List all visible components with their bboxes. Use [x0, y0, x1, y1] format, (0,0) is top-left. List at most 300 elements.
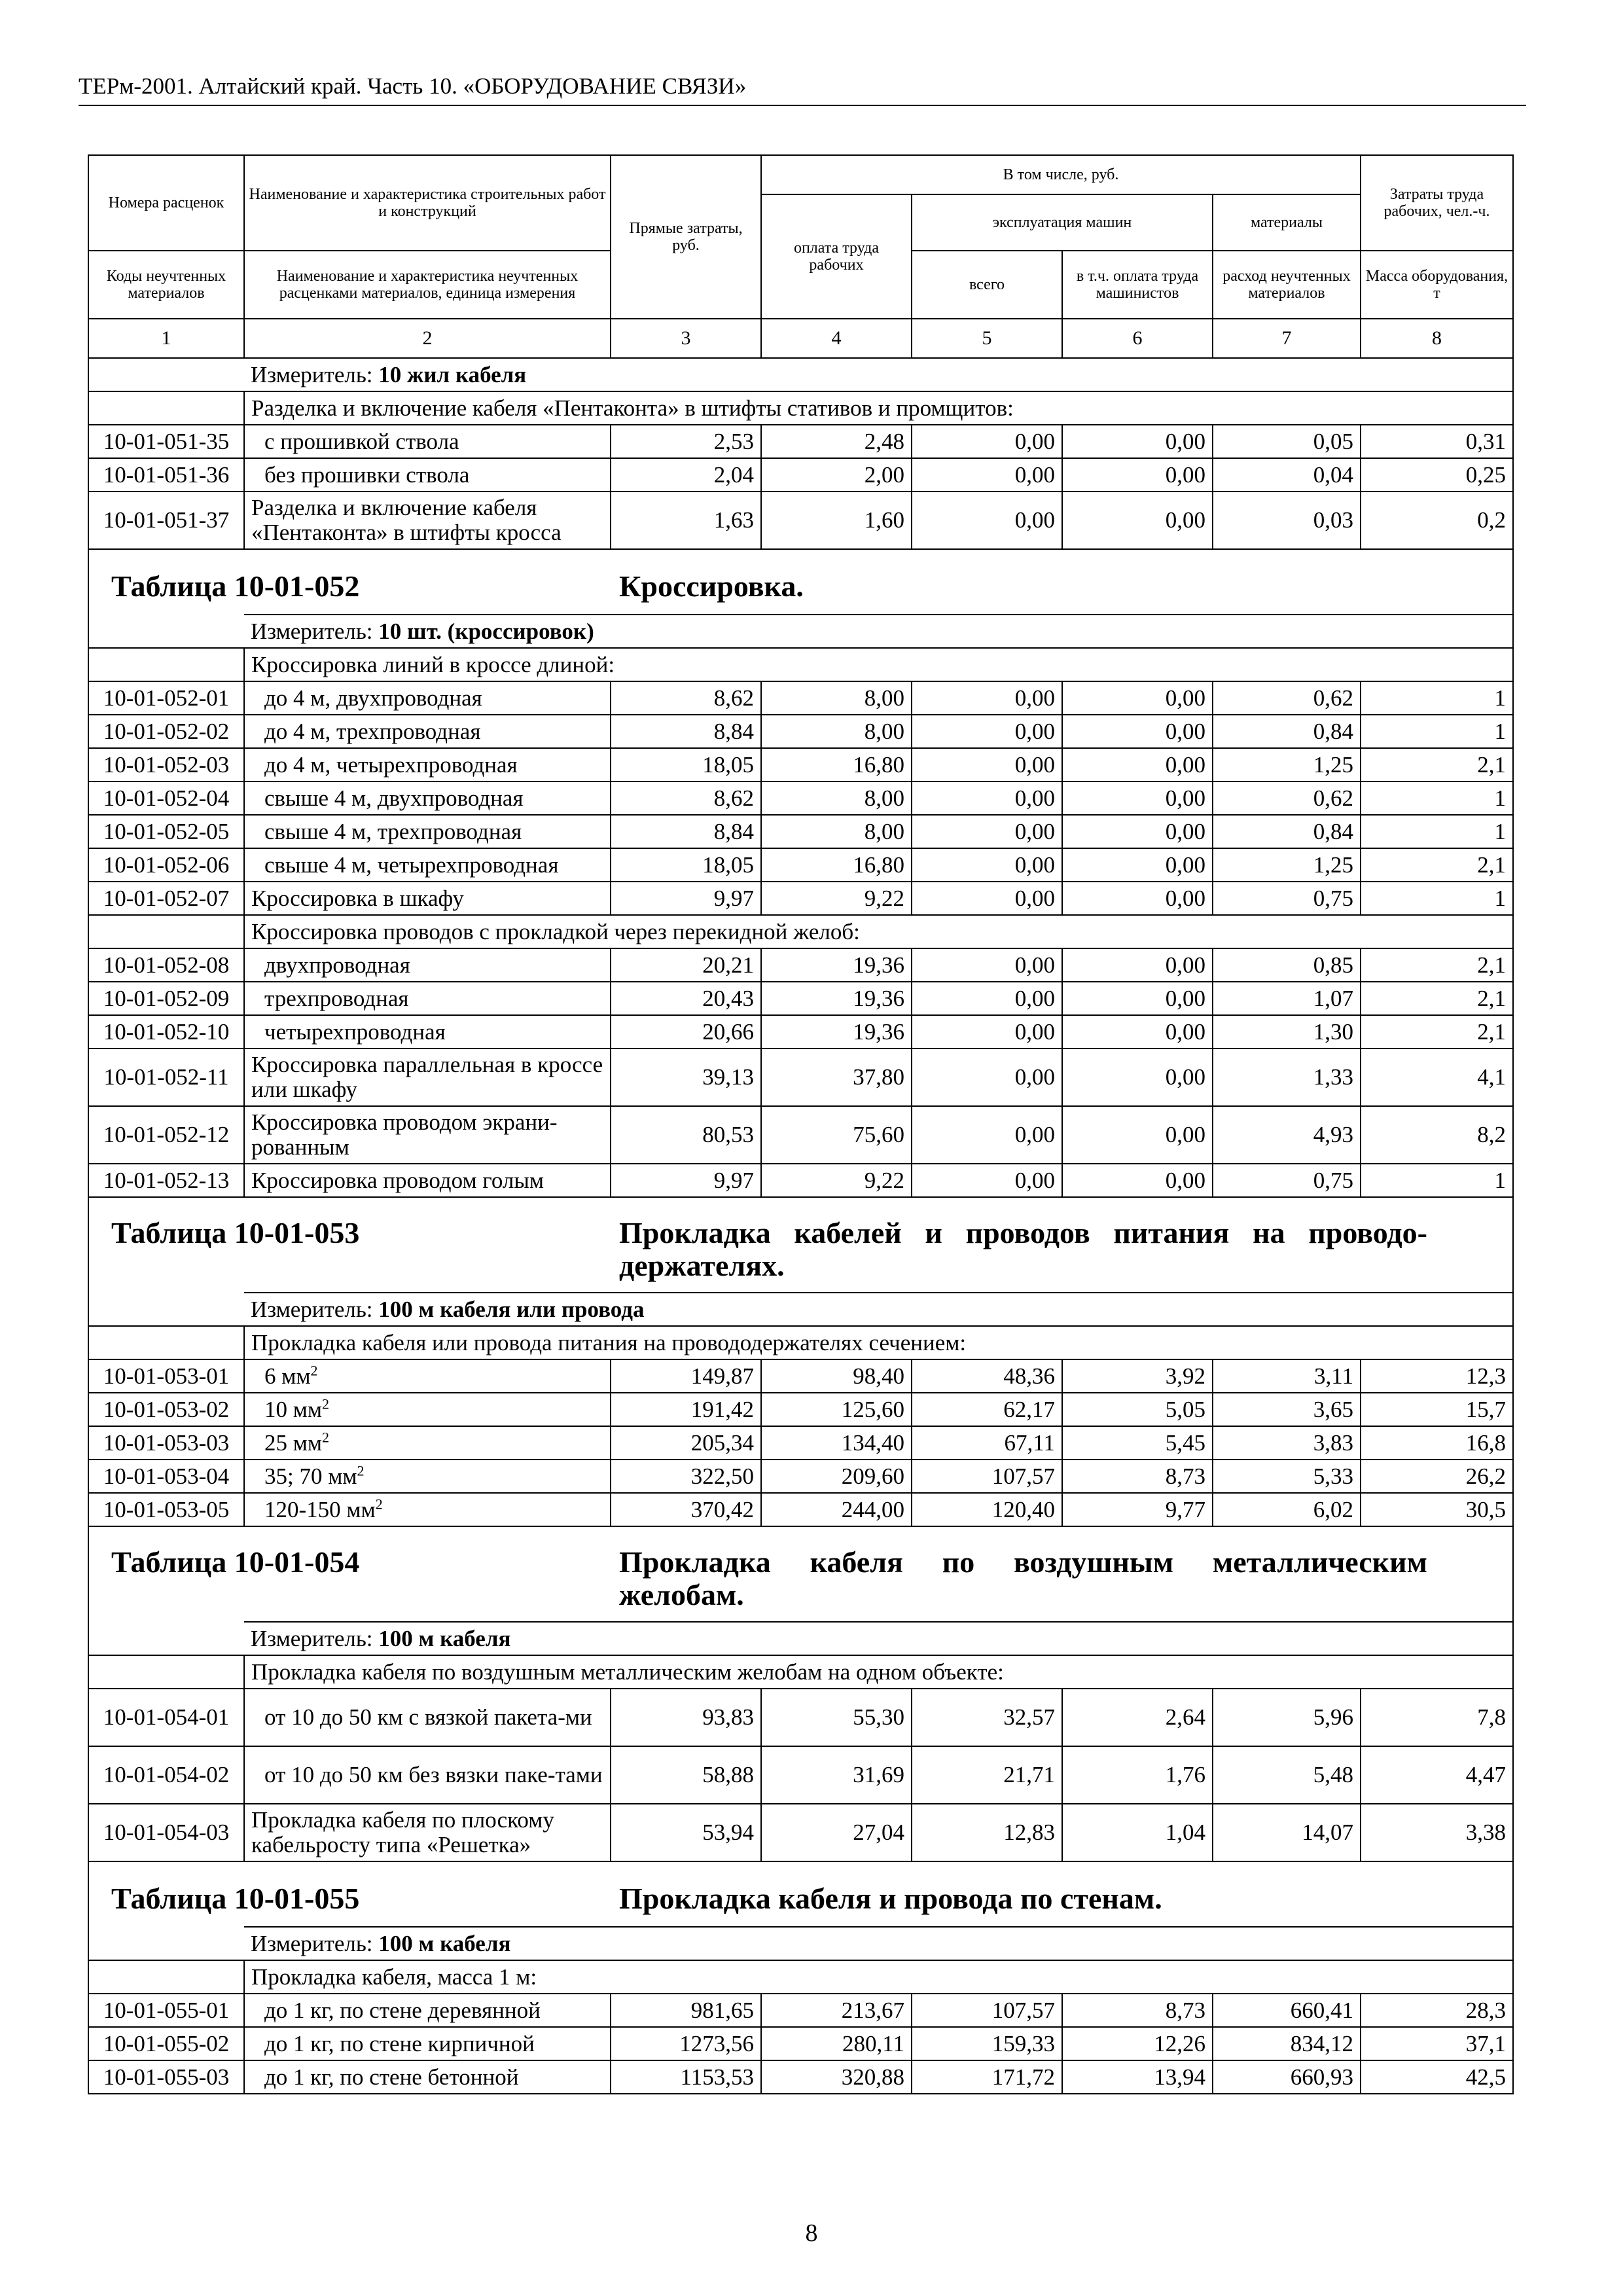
value-c5: 0,00 — [912, 425, 1062, 458]
value-c7: 4,93 — [1213, 1106, 1361, 1164]
rate-name: от 10 до 50 км с вязкой пакета-ми — [244, 1689, 611, 1746]
page-header: ТЕРм-2001. Алтайский край. Часть 10. «ОБОРУДОВАНИЕ СВЯЗИ» — [79, 73, 1526, 106]
table-row — [88, 458, 1513, 492]
table-title-row — [88, 549, 1513, 615]
rate-code: 10-01-052-07 — [88, 882, 244, 915]
table-row — [88, 948, 1513, 982]
rate-code: 10-01-055-01 — [88, 1994, 244, 2027]
rate-name: до 4 м, четырехпроводная — [244, 748, 611, 781]
col-number: 1 — [88, 319, 244, 358]
table-title-row — [88, 1526, 1513, 1622]
value-c5: 107,57 — [912, 1994, 1062, 2027]
col8-bottom-header: Масса оборудования, т — [1361, 251, 1513, 319]
col2-top-header: Наименование и характеристика строительных работ и конструкций — [244, 155, 611, 251]
rate-code: 10-01-052-10 — [88, 1015, 244, 1049]
value-c6: 0,00 — [1062, 492, 1213, 549]
value-c4: 19,36 — [761, 948, 912, 982]
rate-code: 10-01-052-02 — [88, 715, 244, 748]
rate-name: четырехпроводная — [244, 1015, 611, 1049]
table-title-cell — [88, 1526, 1513, 1622]
value-c3: 981,65 — [611, 1994, 761, 2027]
table-title-cell — [88, 549, 1513, 615]
measure-value: 10 шт. (кроссировок) — [378, 618, 594, 644]
value-c6: 0,00 — [1062, 1015, 1213, 1049]
value-c8: 0,31 — [1361, 425, 1513, 458]
value-c7: 3,83 — [1213, 1426, 1361, 1460]
table-title — [96, 1546, 1506, 1611]
value-c7: 0,04 — [1213, 458, 1361, 492]
col8-top-header: Затраты труда рабочих, чел.-ч. — [1361, 155, 1513, 251]
value-c6: 1,04 — [1062, 1804, 1213, 1861]
table-title — [96, 1217, 1506, 1282]
machines-header: эксплуатация машин — [912, 194, 1213, 251]
value-c4: 55,30 — [761, 1689, 912, 1746]
measure-cell — [244, 1927, 1513, 1960]
value-c5: 0,00 — [912, 848, 1062, 882]
rate-code: 10-01-053-04 — [88, 1460, 244, 1493]
rate-name-value: 6 — [264, 1363, 276, 1389]
value-c3: 58,88 — [611, 1746, 761, 1804]
value-c6: 9,77 — [1062, 1493, 1213, 1526]
value-c5: 159,33 — [912, 2027, 1062, 2060]
section-gap — [88, 648, 244, 681]
value-c6: 3,92 — [1062, 1359, 1213, 1393]
measure-value: 10 жил кабеля — [378, 361, 527, 387]
rate-name-unit: мм — [346, 1496, 376, 1522]
measure-gap — [88, 1927, 244, 1960]
section-row — [88, 648, 1513, 681]
value-c8: 42,5 — [1361, 2060, 1513, 2094]
table-row — [88, 1049, 1513, 1106]
measure-label: Измеритель: — [251, 1296, 373, 1322]
value-c3: 2,04 — [611, 458, 761, 492]
value-c5: 120,40 — [912, 1493, 1062, 1526]
value-c8: 12,3 — [1361, 1359, 1513, 1393]
table-row — [88, 882, 1513, 915]
value-c8: 2,1 — [1361, 748, 1513, 781]
rate-name-value: 35; 70 — [264, 1463, 323, 1489]
table-row — [88, 425, 1513, 458]
section-title: Кроссировка проводов с прокладкой через перекидной желоб: — [244, 915, 1513, 948]
value-c7: 1,25 — [1213, 848, 1361, 882]
measure-row — [88, 1293, 1513, 1326]
measure-cell — [244, 615, 1513, 648]
table-row — [88, 715, 1513, 748]
value-c8: 37,1 — [1361, 2027, 1513, 2060]
col4-header: оплата труда рабочих — [761, 194, 912, 319]
value-c4: 27,04 — [761, 1804, 912, 1861]
value-c3: 93,83 — [611, 1689, 761, 1746]
rate-name: трехпроводная — [244, 982, 611, 1015]
rates-table — [88, 154, 1514, 2094]
measure-label: Измеритель: — [251, 618, 373, 644]
rate-name-value: 10 — [264, 1396, 287, 1422]
value-c4: 75,60 — [761, 1106, 912, 1164]
value-c6: 0,00 — [1062, 681, 1213, 715]
measure-value: 100 м кабеля — [378, 1625, 511, 1651]
col-number: 3 — [611, 319, 761, 358]
rate-code: 10-01-053-03 — [88, 1426, 244, 1460]
value-c3: 205,34 — [611, 1426, 761, 1460]
value-c5: 62,17 — [912, 1393, 1062, 1426]
rate-name: Кроссировка проводом голым — [244, 1164, 611, 1197]
section-row — [88, 1960, 1513, 1994]
value-c8: 16,8 — [1361, 1426, 1513, 1460]
section-row — [88, 915, 1513, 948]
value-c5: 0,00 — [912, 458, 1062, 492]
value-c5: 21,71 — [912, 1746, 1062, 1804]
value-c8: 0,2 — [1361, 492, 1513, 549]
section-row — [88, 391, 1513, 425]
rate-name: до 4 м, трехпроводная — [244, 715, 611, 748]
rate-name-unit: мм — [281, 1363, 311, 1389]
col-number: 2 — [244, 319, 611, 358]
section-title: Разделка и включение кабеля «Пентаконта» в штифты стативов и промщитов: — [244, 391, 1513, 425]
rate-name: свыше 4 м, трехпроводная — [244, 815, 611, 848]
including-header: В том числе, руб. — [761, 155, 1361, 194]
rate-name: с прошивкой ствола — [244, 425, 611, 458]
table-row — [88, 781, 1513, 815]
value-c5: 0,00 — [912, 681, 1062, 715]
table-caption: Таблица 10-01-053 — [111, 1216, 360, 1249]
rate-name — [244, 1426, 611, 1460]
value-c5: 0,00 — [912, 982, 1062, 1015]
value-c4: 98,40 — [761, 1359, 912, 1393]
col-number: 8 — [1361, 319, 1513, 358]
rate-name: свыше 4 м, четырехпроводная — [244, 848, 611, 882]
value-c4: 8,00 — [761, 681, 912, 715]
measure-gap — [88, 358, 244, 391]
value-c8: 1 — [1361, 715, 1513, 748]
col2-bottom-header: Наименование и характеристика неучтенных расценками материалов, единица измерения — [244, 251, 611, 319]
col1-bottom-header: Коды неучтенных материалов — [88, 251, 244, 319]
value-c3: 1153,53 — [611, 2060, 761, 2094]
value-c4: 1,60 — [761, 492, 912, 549]
rate-name: Разделка и включение кабеля «Пентаконта» в штифты кросса — [244, 492, 611, 549]
measure-cell — [244, 1293, 1513, 1326]
value-c3: 2,53 — [611, 425, 761, 458]
value-c6: 8,73 — [1062, 1994, 1213, 2027]
value-c8: 15,7 — [1361, 1393, 1513, 1426]
col-number: 5 — [912, 319, 1062, 358]
value-c3: 191,42 — [611, 1393, 761, 1426]
table-name: Прокладка кабелей и проводов питания на проводо-держателях. — [619, 1216, 1427, 1282]
table-title-cell — [88, 1861, 1513, 1927]
value-c3: 8,84 — [611, 715, 761, 748]
value-c7: 5,48 — [1213, 1746, 1361, 1804]
value-c7: 660,93 — [1213, 2060, 1361, 2094]
rate-name-unit: мм — [328, 1463, 357, 1489]
table-row — [88, 492, 1513, 549]
measure-row — [88, 358, 1513, 391]
rate-code: 10-01-052-13 — [88, 1164, 244, 1197]
value-c5: 12,83 — [912, 1804, 1062, 1861]
rate-name-unit-power: 2 — [357, 1462, 365, 1479]
value-c6: 0,00 — [1062, 781, 1213, 815]
value-c5: 0,00 — [912, 815, 1062, 848]
table-row — [88, 2060, 1513, 2094]
value-c8: 1 — [1361, 681, 1513, 715]
value-c3: 8,62 — [611, 781, 761, 815]
rate-name: свыше 4 м, двухпроводная — [244, 781, 611, 815]
value-c6: 8,73 — [1062, 1460, 1213, 1493]
materials-header: материалы — [1213, 194, 1361, 251]
value-c6: 0,00 — [1062, 882, 1213, 915]
rate-name-unit: мм — [293, 1396, 323, 1422]
table-row — [88, 1359, 1513, 1393]
value-c8: 28,3 — [1361, 1994, 1513, 2027]
value-c8: 1 — [1361, 1164, 1513, 1197]
table-row — [88, 1106, 1513, 1164]
rate-name: двухпроводная — [244, 948, 611, 982]
table-caption: Таблица 10-01-054 — [111, 1545, 360, 1579]
table-row — [88, 982, 1513, 1015]
value-c3: 149,87 — [611, 1359, 761, 1393]
rate-code: 10-01-052-09 — [88, 982, 244, 1015]
rate-name: до 4 м, двухпроводная — [244, 681, 611, 715]
value-c4: 125,60 — [761, 1393, 912, 1426]
value-c8: 26,2 — [1361, 1460, 1513, 1493]
value-c5: 0,00 — [912, 948, 1062, 982]
value-c4: 8,00 — [761, 715, 912, 748]
table-row — [88, 1746, 1513, 1804]
measure-gap — [88, 1622, 244, 1655]
value-c8: 0,25 — [1361, 458, 1513, 492]
value-c7: 0,85 — [1213, 948, 1361, 982]
value-c3: 20,66 — [611, 1015, 761, 1049]
value-c4: 16,80 — [761, 748, 912, 781]
value-c4: 8,00 — [761, 815, 912, 848]
value-c6: 0,00 — [1062, 425, 1213, 458]
rate-name: от 10 до 50 км без вязки паке-тами — [244, 1746, 611, 1804]
value-c3: 53,94 — [611, 1804, 761, 1861]
table-row — [88, 681, 1513, 715]
rate-code: 10-01-051-37 — [88, 492, 244, 549]
value-c6: 0,00 — [1062, 1164, 1213, 1197]
measure-gap — [88, 1293, 244, 1326]
value-c7: 660,41 — [1213, 1994, 1361, 2027]
value-c7: 0,62 — [1213, 681, 1361, 715]
section-title: Кроссировка линий в кроссе длиной: — [244, 648, 1513, 681]
section-gap — [88, 1960, 244, 1994]
page-number: 8 — [805, 2219, 818, 2247]
table-caption: Таблица 10-01-052 — [111, 569, 360, 603]
value-c7: 0,75 — [1213, 1164, 1361, 1197]
value-c7: 0,62 — [1213, 781, 1361, 815]
col3-header: Прямые затраты, руб. — [611, 155, 761, 319]
value-c4: 2,00 — [761, 458, 912, 492]
value-c3: 370,42 — [611, 1493, 761, 1526]
section-row — [88, 1326, 1513, 1359]
rate-code: 10-01-055-02 — [88, 2027, 244, 2060]
value-c3: 1,63 — [611, 492, 761, 549]
value-c6: 5,05 — [1062, 1393, 1213, 1426]
table-row — [88, 1460, 1513, 1493]
value-c5: 0,00 — [912, 882, 1062, 915]
value-c4: 209,60 — [761, 1460, 912, 1493]
value-c4: 37,80 — [761, 1049, 912, 1106]
value-c3: 9,97 — [611, 1164, 761, 1197]
value-c6: 0,00 — [1062, 748, 1213, 781]
value-c8: 1 — [1361, 781, 1513, 815]
section-title: Прокладка кабеля или провода питания на провододержателях сечением: — [244, 1326, 1513, 1359]
rate-name — [244, 1460, 611, 1493]
table-name: Кроссировка. — [619, 569, 804, 603]
value-c7: 0,84 — [1213, 715, 1361, 748]
value-c5: 0,00 — [912, 1164, 1062, 1197]
value-c7: 1,33 — [1213, 1049, 1361, 1106]
value-c7: 0,75 — [1213, 882, 1361, 915]
table-row — [88, 1164, 1513, 1197]
rate-name-value: 120-150 — [264, 1496, 341, 1522]
value-c4: 280,11 — [761, 2027, 912, 2060]
value-c3: 9,97 — [611, 882, 761, 915]
table-caption: Таблица 10-01-055 — [111, 1882, 360, 1915]
table-row — [88, 2027, 1513, 2060]
value-c6: 13,94 — [1062, 2060, 1213, 2094]
value-c6: 0,00 — [1062, 948, 1213, 982]
col5-header: всего — [912, 251, 1062, 319]
value-c5: 0,00 — [912, 748, 1062, 781]
value-c5: 0,00 — [912, 1106, 1062, 1164]
table-row — [88, 1426, 1513, 1460]
value-c8: 2,1 — [1361, 848, 1513, 882]
rate-name-unit-power: 2 — [322, 1395, 330, 1412]
rate-name: до 1 кг, по стене бетонной — [244, 2060, 611, 2094]
rate-name: до 1 кг, по стене деревянной — [244, 1994, 611, 2027]
value-c3: 18,05 — [611, 748, 761, 781]
table-title-row — [88, 1861, 1513, 1927]
table-body — [88, 358, 1513, 2094]
value-c6: 0,00 — [1062, 458, 1213, 492]
rate-name: Кроссировка параллельная в кроссе или шкафу — [244, 1049, 611, 1106]
value-c8: 4,1 — [1361, 1049, 1513, 1106]
col-number: 4 — [761, 319, 912, 358]
rate-code: 10-01-052-03 — [88, 748, 244, 781]
value-c5: 32,57 — [912, 1689, 1062, 1746]
table-row — [88, 1689, 1513, 1746]
value-c4: 320,88 — [761, 2060, 912, 2094]
rate-code: 10-01-053-02 — [88, 1393, 244, 1426]
measure-value: 100 м кабеля или провода — [378, 1296, 645, 1322]
section-title: Прокладка кабеля по воздушным металлическим желобам на одном объекте: — [244, 1655, 1513, 1689]
value-c3: 322,50 — [611, 1460, 761, 1493]
measure-row — [88, 1927, 1513, 1960]
value-c4: 244,00 — [761, 1493, 912, 1526]
rate-name: Прокладка кабеля по плоскому кабельросту типа «Решетка» — [244, 1804, 611, 1861]
rate-name — [244, 1359, 611, 1393]
value-c8: 2,1 — [1361, 982, 1513, 1015]
value-c7: 1,07 — [1213, 982, 1361, 1015]
rate-name-unit-power: 2 — [310, 1361, 318, 1378]
value-c3: 8,62 — [611, 681, 761, 715]
value-c7: 1,25 — [1213, 748, 1361, 781]
value-c8: 1 — [1361, 882, 1513, 915]
value-c3: 18,05 — [611, 848, 761, 882]
value-c3: 20,43 — [611, 982, 761, 1015]
value-c6: 0,00 — [1062, 1049, 1213, 1106]
value-c6: 1,76 — [1062, 1746, 1213, 1804]
value-c8: 8,2 — [1361, 1106, 1513, 1164]
value-c6: 0,00 — [1062, 982, 1213, 1015]
table-title-cell — [88, 1197, 1513, 1293]
table-title — [96, 1882, 1506, 1915]
rate-code: 10-01-052-06 — [88, 848, 244, 882]
rate-code: 10-01-054-02 — [88, 1746, 244, 1804]
section-gap — [88, 1655, 244, 1689]
rate-code: 10-01-053-01 — [88, 1359, 244, 1393]
value-c4: 19,36 — [761, 982, 912, 1015]
rate-code: 10-01-055-03 — [88, 2060, 244, 2094]
rate-code: 10-01-054-01 — [88, 1689, 244, 1746]
rate-code: 10-01-052-05 — [88, 815, 244, 848]
value-c6: 5,45 — [1062, 1426, 1213, 1460]
measure-label: Измеритель: — [251, 1930, 373, 1956]
table-title — [96, 570, 1506, 603]
table-row — [88, 748, 1513, 781]
value-c5: 0,00 — [912, 1015, 1062, 1049]
value-c7: 5,33 — [1213, 1460, 1361, 1493]
value-c4: 2,48 — [761, 425, 912, 458]
value-c3: 20,21 — [611, 948, 761, 982]
section-gap — [88, 915, 244, 948]
value-c4: 19,36 — [761, 1015, 912, 1049]
rate-name: до 1 кг, по стене кирпичной — [244, 2027, 611, 2060]
rate-name-unit: мм — [293, 1429, 323, 1456]
value-c8: 4,47 — [1361, 1746, 1513, 1804]
value-c7: 14,07 — [1213, 1804, 1361, 1861]
section-gap — [88, 1326, 244, 1359]
value-c5: 171,72 — [912, 2060, 1062, 2094]
rate-code: 10-01-052-12 — [88, 1106, 244, 1164]
rate-code: 10-01-052-08 — [88, 948, 244, 982]
value-c5: 0,00 — [912, 715, 1062, 748]
rate-name-unit-power: 2 — [322, 1428, 330, 1445]
rate-name-value: 25 — [264, 1429, 287, 1456]
rate-name-unit-power: 2 — [375, 1495, 383, 1512]
table-row — [88, 1804, 1513, 1861]
value-c6: 12,26 — [1062, 2027, 1213, 2060]
rate-name: Кроссировка проводом экрани-рованным — [244, 1106, 611, 1164]
value-c5: 0,00 — [912, 1049, 1062, 1106]
value-c3: 39,13 — [611, 1049, 761, 1106]
measure-row — [88, 615, 1513, 648]
table-row — [88, 1393, 1513, 1426]
rate-name: без прошивки ствола — [244, 458, 611, 492]
table-row — [88, 1994, 1513, 2027]
table-header — [88, 155, 1513, 358]
value-c8: 7,8 — [1361, 1689, 1513, 1746]
value-c5: 0,00 — [912, 781, 1062, 815]
rate-code: 10-01-052-01 — [88, 681, 244, 715]
table-row — [88, 1015, 1513, 1049]
measure-cell — [244, 358, 1513, 391]
col1-top-header: Номера расценок — [88, 155, 244, 251]
rate-name — [244, 1393, 611, 1426]
value-c5: 67,11 — [912, 1426, 1062, 1460]
value-c8: 3,38 — [1361, 1804, 1513, 1861]
value-c7: 834,12 — [1213, 2027, 1361, 2060]
table-title-row — [88, 1197, 1513, 1293]
value-c6: 0,00 — [1062, 815, 1213, 848]
value-c8: 30,5 — [1361, 1493, 1513, 1526]
value-c3: 8,84 — [611, 815, 761, 848]
value-c5: 107,57 — [912, 1460, 1062, 1493]
value-c7: 3,11 — [1213, 1359, 1361, 1393]
value-c6: 0,00 — [1062, 848, 1213, 882]
value-c7: 0,05 — [1213, 425, 1361, 458]
value-c6: 0,00 — [1062, 715, 1213, 748]
